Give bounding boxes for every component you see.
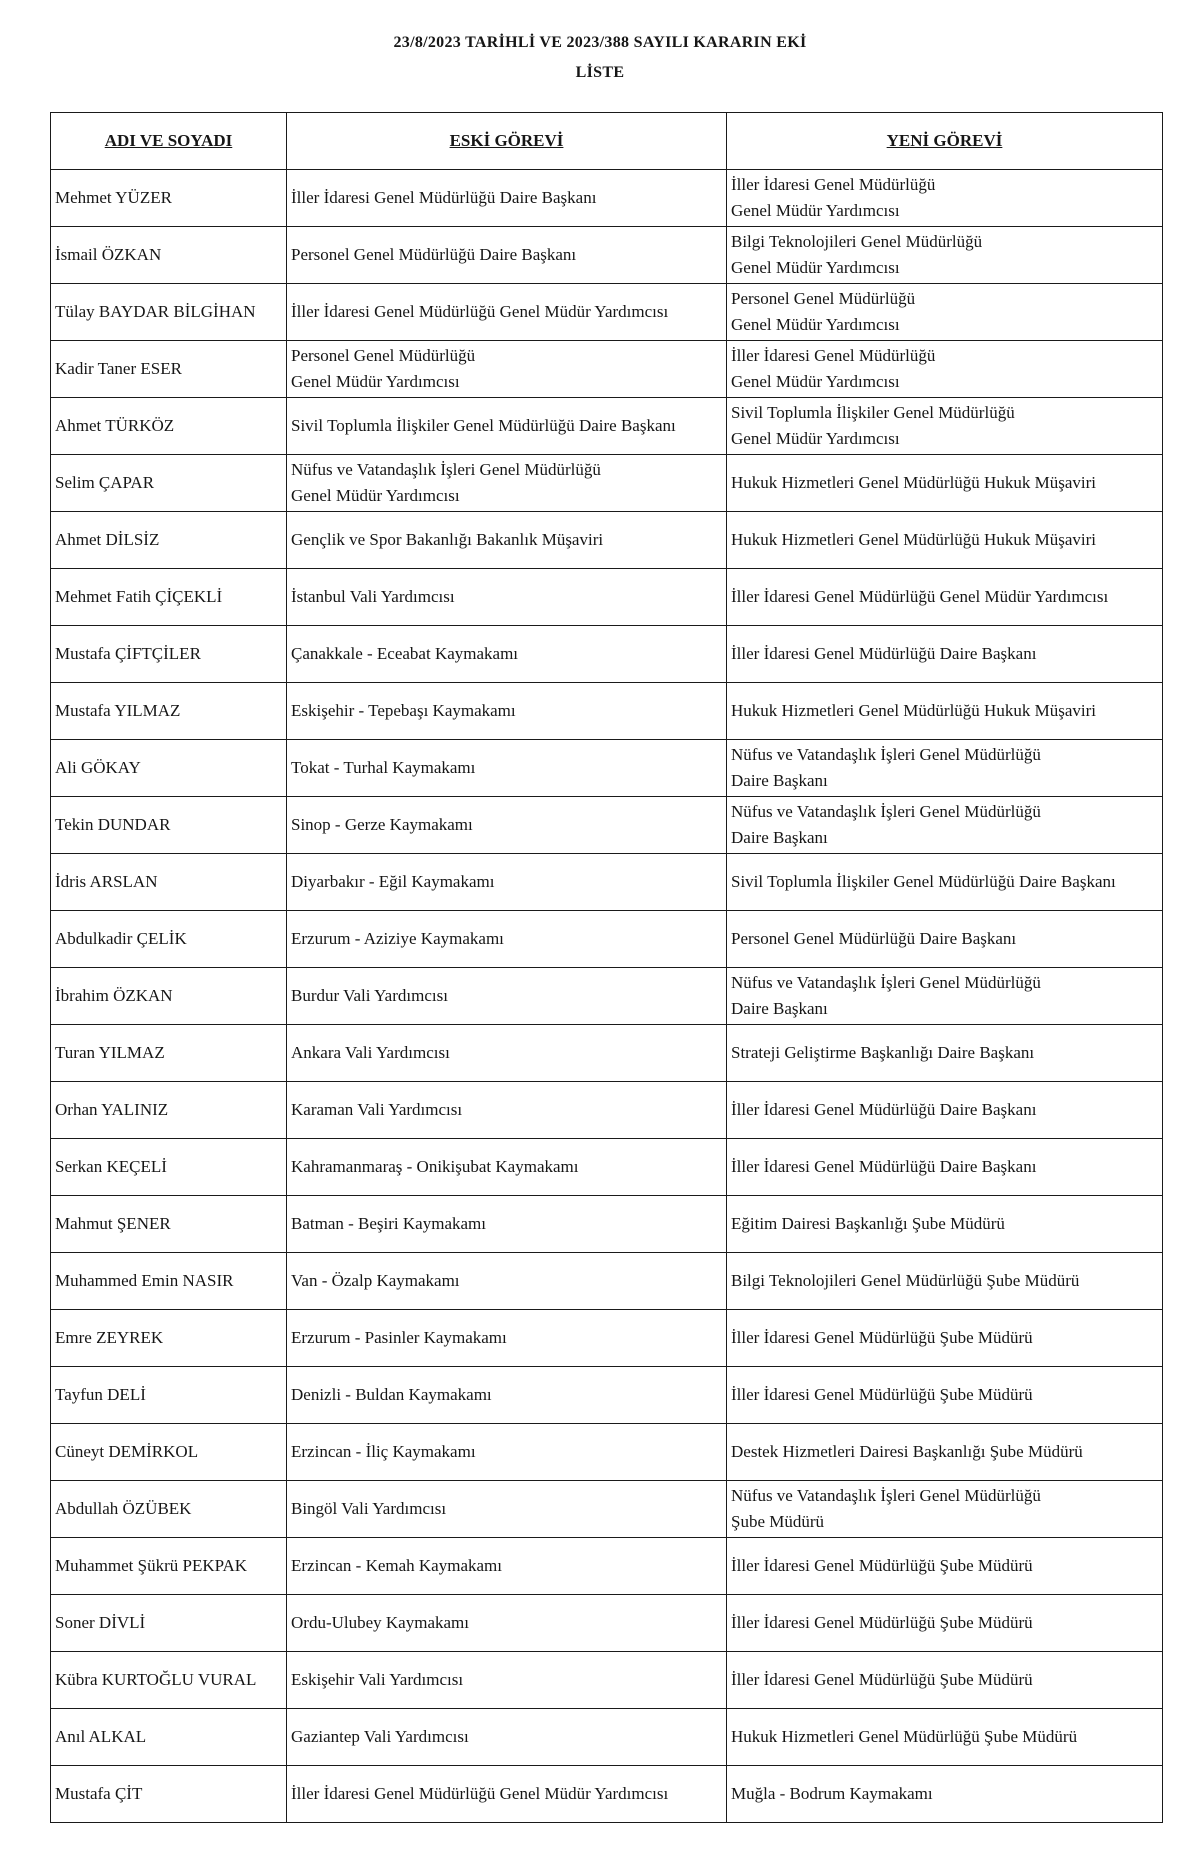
cell-old-role [287,398,727,455]
cell-line: Şube Müdürü [731,1512,825,1531]
cell-old-role [287,1139,727,1196]
cell-new-role [727,1025,1163,1082]
cell-line: Erzincan - İliç Kaymakamı [291,1442,476,1461]
table-row [51,569,1163,626]
cell-line: Sivil Toplumla İlişkiler Genel Müdürlüğü Daire Başkanı [291,416,676,435]
column-header-new-role: YENİ GÖREVİ [727,113,1163,170]
cell-old-role [287,1595,727,1652]
table-row [51,1652,1163,1709]
cell-line: Tokat - Turhal Kaymakamı [291,758,476,777]
cell-old-role [287,911,727,968]
document-subtitle: LİSTE [575,64,625,81]
cell-line: Nüfus ve Vatandaşlık İşleri Genel Müdürlüğü [291,460,601,479]
cell-new-role [727,1082,1163,1139]
table-row [51,740,1163,797]
cell-new-role [727,341,1163,398]
table-row [51,683,1163,740]
table-row [51,455,1163,512]
table-row [51,284,1163,341]
cell-new-role [727,683,1163,740]
table-row [51,1538,1163,1595]
cell-line: Burdur Vali Yardımcısı [291,986,448,1005]
cell-line: İller İdaresi Genel Müdürlüğü Daire Başkanı [291,188,597,207]
cell-old-role [287,170,727,227]
cell-line: Eskişehir - Tepebaşı Kaymakamı [291,701,516,720]
cell-line: Bilgi Teknolojileri Genel Müdürlüğü [731,232,983,251]
cell-line: Genel Müdür Yardımcısı [291,372,460,391]
cell-old-role [287,1424,727,1481]
cell-line: Karaman Vali Yardımcısı [291,1100,463,1119]
cell-line: Gençlik ve Spor Bakanlığı Bakanlık Müşaviri [291,530,604,549]
cell-new-role [727,569,1163,626]
cell-line: İller İdaresi Genel Müdürlüğü [731,175,936,194]
cell-old-role [287,284,727,341]
cell-old-role [287,1310,727,1367]
cell-line: Nüfus ve Vatandaşlık İşleri Genel Müdürlüğü [731,802,1041,821]
cell-name: Abdulkadir ÇELİK [51,911,287,968]
cell-old-role [287,1196,727,1253]
cell-name: Mustafa YILMAZ [51,683,287,740]
cell-line: İller İdaresi Genel Müdürlüğü [731,346,936,365]
cell-old-role [287,341,727,398]
cell-line: Hukuk Hizmetleri Genel Müdürlüğü Hukuk Müşaviri [731,473,1096,492]
table-row [51,854,1163,911]
cell-line: İller İdaresi Genel Müdürlüğü Şube Müdürü [731,1556,1033,1575]
cell-line: Genel Müdür Yardımcısı [291,486,460,505]
cell-line: Daire Başkanı [731,999,828,1018]
cell-line: Kahramanmaraş - Onikişubat Kaymakamı [291,1157,579,1176]
cell-line: Genel Müdür Yardımcısı [731,372,900,391]
document-title: 23/8/2023 TARİHLİ VE 2023/388 SAYILI KARARIN EKİ [393,34,807,51]
cell-name: İsmail ÖZKAN [51,227,287,284]
cell-line: İller İdaresi Genel Müdürlüğü Şube Müdürü [731,1385,1033,1404]
cell-old-role [287,1025,727,1082]
cell-line: İller İdaresi Genel Müdürlüğü Şube Müdürü [731,1613,1033,1632]
table-row [51,512,1163,569]
cell-line: İstanbul Vali Yardımcısı [291,587,455,606]
cell-line: İller İdaresi Genel Müdürlüğü Daire Başkanı [731,1100,1037,1119]
cell-new-role [727,968,1163,1025]
table-row [51,398,1163,455]
cell-old-role [287,797,727,854]
cell-line: Erzurum - Pasinler Kaymakamı [291,1328,507,1347]
table-row [51,1709,1163,1766]
cell-new-role [727,626,1163,683]
cell-name: Anıl ALKAL [51,1709,287,1766]
table-row [51,1424,1163,1481]
table-header-row [51,113,1163,170]
cell-new-role [727,170,1163,227]
cell-name: Tayfun DELİ [51,1367,287,1424]
cell-old-role [287,1367,727,1424]
cell-old-role [287,455,727,512]
cell-old-role [287,512,727,569]
cell-name: Muhammed Emin NASIR [51,1253,287,1310]
table-row [51,1025,1163,1082]
table-row [51,626,1163,683]
table-row [51,1253,1163,1310]
table-row [51,227,1163,284]
cell-new-role [727,740,1163,797]
cell-line: İller İdaresi Genel Müdürlüğü Genel Müdür Yardımcısı [291,302,669,321]
cell-line: Diyarbakır - Eğil Kaymakamı [291,872,495,891]
cell-name: Abdullah ÖZÜBEK [51,1481,287,1538]
cell-old-role [287,1766,727,1823]
cell-name: Turan YILMAZ [51,1025,287,1082]
cell-old-role [287,854,727,911]
cell-new-role [727,1310,1163,1367]
cell-name: İbrahim ÖZKAN [51,968,287,1025]
cell-name: Emre ZEYREK [51,1310,287,1367]
cell-name: Tekin DUNDAR [51,797,287,854]
cell-name: Cüneyt DEMİRKOL [51,1424,287,1481]
cell-line: Nüfus ve Vatandaşlık İşleri Genel Müdürlüğü [731,1486,1041,1505]
cell-name: Ahmet DİLSİZ [51,512,287,569]
table-row [51,911,1163,968]
cell-line: Eğitim Dairesi Başkanlığı Şube Müdürü [731,1214,1005,1233]
cell-line: Personel Genel Müdürlüğü [731,289,916,308]
column-header-name: ADI VE SOYADI [51,113,287,170]
table-row [51,797,1163,854]
cell-new-role [727,1709,1163,1766]
cell-new-role [727,1595,1163,1652]
cell-line: Genel Müdür Yardımcısı [731,429,900,448]
cell-line: İller İdaresi Genel Müdürlüğü Daire Başkanı [731,644,1037,663]
cell-name: Mustafa ÇİT [51,1766,287,1823]
cell-name: Tülay BAYDAR BİLGİHAN [51,284,287,341]
cell-new-role [727,1196,1163,1253]
cell-new-role [727,455,1163,512]
table-row [51,1082,1163,1139]
cell-new-role [727,1424,1163,1481]
cell-line: Çanakkale - Eceabat Kaymakamı [291,644,519,663]
table-row [51,1595,1163,1652]
cell-line: Sivil Toplumla İlişkiler Genel Müdürlüğü Daire Başkanı [731,872,1116,891]
cell-name: Mehmet Fatih ÇİÇEKLİ [51,569,287,626]
cell-new-role [727,1766,1163,1823]
cell-line: Destek Hizmetleri Dairesi Başkanlığı Şube Müdürü [731,1442,1083,1461]
table-row [51,1367,1163,1424]
cell-name: Ahmet TÜRKÖZ [51,398,287,455]
cell-old-role [287,968,727,1025]
cell-old-role [287,1082,727,1139]
cell-line: Hukuk Hizmetleri Genel Müdürlüğü Hukuk Müşaviri [731,530,1096,549]
cell-new-role [727,911,1163,968]
cell-line: Batman - Beşiri Kaymakamı [291,1214,486,1233]
cell-line: Van - Özalp Kaymakamı [291,1271,460,1290]
cell-name: Ali GÖKAY [51,740,287,797]
cell-line: Hukuk Hizmetleri Genel Müdürlüğü Şube Müdürü [731,1727,1078,1746]
cell-old-role [287,227,727,284]
cell-name: Selim ÇAPAR [51,455,287,512]
cell-old-role [287,626,727,683]
cell-new-role [727,1253,1163,1310]
cell-line: Genel Müdür Yardımcısı [731,315,900,334]
cell-line: Personel Genel Müdürlüğü Daire Başkanı [291,245,577,264]
table-row [51,1139,1163,1196]
cell-old-role [287,1709,727,1766]
cell-name: Muhammet Şükrü PEKPAK [51,1538,287,1595]
table-row [51,968,1163,1025]
cell-line: Personel Genel Müdürlüğü Daire Başkanı [731,929,1017,948]
cell-line: Muğla - Bodrum Kaymakamı [731,1784,933,1803]
cell-line: Ordu-Ulubey Kaymakamı [291,1613,469,1632]
cell-name: Mahmut ŞENER [51,1196,287,1253]
cell-old-role [287,683,727,740]
table-row [51,1481,1163,1538]
cell-new-role [727,1139,1163,1196]
cell-line: Personel Genel Müdürlüğü [291,346,476,365]
cell-old-role [287,569,727,626]
cell-line: İller İdaresi Genel Müdürlüğü Daire Başkanı [731,1157,1037,1176]
cell-new-role [727,854,1163,911]
cell-line: İller İdaresi Genel Müdürlüğü Şube Müdürü [731,1670,1033,1689]
cell-new-role [727,284,1163,341]
cell-line: Genel Müdür Yardımcısı [731,201,900,220]
cell-line: Erzurum - Aziziye Kaymakamı [291,929,504,948]
cell-name: Soner DİVLİ [51,1595,287,1652]
cell-line: Genel Müdür Yardımcısı [731,258,900,277]
cell-line: Hukuk Hizmetleri Genel Müdürlüğü Hukuk Müşaviri [731,701,1096,720]
cell-line: Denizli - Buldan Kaymakamı [291,1385,492,1404]
cell-line: Bingöl Vali Yardımcısı [291,1499,447,1518]
cell-line: İller İdaresi Genel Müdürlüğü Şube Müdürü [731,1328,1033,1347]
cell-name: Kübra KURTOĞLU VURAL [51,1652,287,1709]
cell-old-role [287,1538,727,1595]
appointment-table [50,112,1163,1823]
cell-name: Kadir Taner ESER [51,341,287,398]
cell-new-role [727,398,1163,455]
cell-line: Nüfus ve Vatandaşlık İşleri Genel Müdürlüğü [731,973,1041,992]
table-row [51,1766,1163,1823]
cell-line: Daire Başkanı [731,771,828,790]
cell-line: Strateji Geliştirme Başkanlığı Daire Başkanı [731,1043,1035,1062]
cell-line: Ankara Vali Yardımcısı [291,1043,450,1062]
table-row [51,1196,1163,1253]
cell-line: İller İdaresi Genel Müdürlüğü Genel Müdür Yardımcısı [291,1784,669,1803]
cell-old-role [287,1652,727,1709]
table-row [51,1310,1163,1367]
cell-line: Daire Başkanı [731,828,828,847]
table-row [51,170,1163,227]
cell-name: İdris ARSLAN [51,854,287,911]
cell-new-role [727,1538,1163,1595]
cell-line: Sivil Toplumla İlişkiler Genel Müdürlüğü [731,403,1015,422]
cell-line: İller İdaresi Genel Müdürlüğü Genel Müdür Yardımcısı [731,587,1109,606]
cell-new-role [727,797,1163,854]
cell-line: Eskişehir Vali Yardımcısı [291,1670,464,1689]
cell-old-role [287,740,727,797]
cell-name: Serkan KEÇELİ [51,1139,287,1196]
cell-line: Erzincan - Kemah Kaymakamı [291,1556,502,1575]
column-header-old-role: ESKİ GÖREVİ [287,113,727,170]
cell-new-role [727,227,1163,284]
cell-line: Bilgi Teknolojileri Genel Müdürlüğü Şube Müdürü [731,1271,1080,1290]
cell-name: Orhan YALINIZ [51,1082,287,1139]
cell-name: Mustafa ÇİFTÇİLER [51,626,287,683]
cell-old-role [287,1481,727,1538]
cell-new-role [727,512,1163,569]
cell-new-role [727,1481,1163,1538]
cell-line: Nüfus ve Vatandaşlık İşleri Genel Müdürlüğü [731,745,1041,764]
cell-name: Mehmet YÜZER [51,170,287,227]
cell-new-role [727,1367,1163,1424]
table-row [51,341,1163,398]
cell-line: Gaziantep Vali Yardımcısı [291,1727,469,1746]
cell-line: Sinop - Gerze Kaymakamı [291,815,473,834]
cell-old-role [287,1253,727,1310]
cell-new-role [727,1652,1163,1709]
